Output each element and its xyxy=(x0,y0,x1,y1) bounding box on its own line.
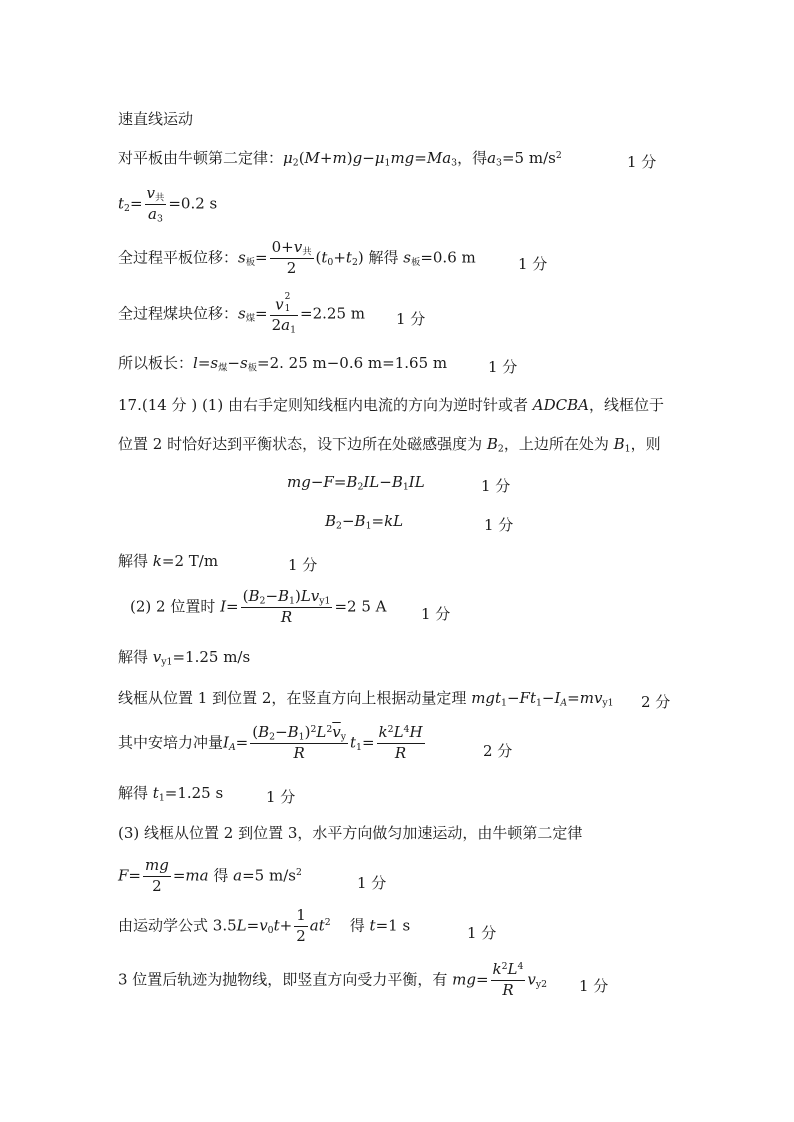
line-t1: 解得 $t_1=1.25$ s xyxy=(118,784,224,804)
score: 1 分 xyxy=(467,924,497,942)
text: =0.2 s xyxy=(168,194,218,213)
text: ，上边所在处为 xyxy=(503,435,609,453)
line-t2: $t_2=$ $\frac{v_共}{a_3}$ =0.2 s xyxy=(118,184,218,225)
score: 2 分 xyxy=(641,693,671,711)
line-plate-displacement: 全过程平板位移：$s_板=$ $\frac{0+v_共}{2}$ $(t_0+t_2)$ 解得 $s_板=0.6$ m xyxy=(118,238,476,277)
score: 1 分 xyxy=(518,255,548,273)
line-kinematics: 由运动学公式 $3.5L=v_0t+$ $\frac{1}{2}$ $at^2$ 得 t=1 s xyxy=(118,906,411,945)
text: 所以板长： xyxy=(118,354,194,372)
sub: 共 xyxy=(302,246,312,258)
line-momentum: 线框从位置 1 到位置 2，在竖直方向上根据动量定理 $mgt_1-Ft_1-I_A=mv_{y1}$ xyxy=(118,689,614,709)
text: =0.6 m xyxy=(420,248,476,267)
line-coal-displacement: 全过程煤块位移：$s_煤=$ v 2 1 $2a_1$ =2.25 m xyxy=(118,292,365,336)
text: =1.25 m/s xyxy=(172,648,251,666)
score: 2 分 xyxy=(483,742,513,760)
score: 1 分 xyxy=(357,874,387,892)
sub: 板 xyxy=(411,256,421,268)
line-equation-force: $mg-F=B_2IL-B_1IL$ xyxy=(287,473,425,493)
text: ，得 xyxy=(457,149,488,167)
score: 1 分 xyxy=(396,310,426,328)
score: 1 分 xyxy=(484,516,514,534)
text: 速直线运动 xyxy=(118,110,194,128)
line-plate-newton: 对平板由牛顿第二定律：$\mu_2(M+m)g-\mu_1mg=Ma_3$，得$a_3=5$ $m/s^2$ xyxy=(118,149,562,169)
text: 全过程煤块位移： xyxy=(118,304,239,323)
line-acceleration: F= $\frac{mg}{2}$ =ma 得 a=5 $m/s^2$ xyxy=(118,856,302,895)
text: 得 xyxy=(213,866,229,885)
score: 1 分 xyxy=(579,977,609,995)
line-q17-intro xyxy=(118,398,664,413)
line-vy1: 解得 $v_{y1}=1.25$ m/s xyxy=(118,648,251,668)
text: 解得 xyxy=(118,552,149,570)
line-parabola: 3 位置后轨迹为抛物线，即竖直方向受力平衡，有 mg= $\frac{k^2L^4}{R}$ $v_{y2}$ xyxy=(118,960,548,999)
text: =1 s xyxy=(375,916,411,935)
text: =2 5 A xyxy=(334,597,387,616)
sub: 共 xyxy=(155,192,165,204)
line-q17-position2: 位置 2 时恰好达到平衡状态，设下边所在处磁感强度为 $B_2$，上边所在处为 $B_1$，则 xyxy=(118,435,661,455)
score: 1 分 xyxy=(488,358,518,376)
text: ADCBA xyxy=(532,396,589,414)
text: (2) 2 位置时 xyxy=(130,597,216,616)
text: ，则 xyxy=(630,435,661,453)
line-equation-field: $B_2-B_1=kL$ xyxy=(325,512,404,532)
text: =2. 25 m−0.6 m=1.65 m xyxy=(257,354,448,372)
score: 1 分 xyxy=(266,788,296,806)
text: 对平板由牛顿第二定律： xyxy=(118,149,284,167)
sub: 煤 xyxy=(218,362,228,374)
text: 位置 2 时恰好达到平衡状态，设下边所在处磁感强度为 xyxy=(118,435,483,453)
text: =5 m/s xyxy=(501,149,556,167)
text: 解得 xyxy=(118,784,149,802)
text: =2 T/m xyxy=(161,552,219,570)
sub: 板 xyxy=(247,362,258,374)
text: 全过程平板位移： xyxy=(118,248,239,267)
score: 1 分 xyxy=(288,556,318,574)
text: 17.(14 分 ) (1) 由右手定则知线框内电流的方向为逆时针或者 xyxy=(118,396,528,414)
text: ，线框位于 xyxy=(588,396,664,414)
text: 其中安培力冲量 xyxy=(118,733,224,752)
score: 1 分 xyxy=(421,605,451,623)
sub: 板 xyxy=(245,256,256,268)
sub: 煤 xyxy=(245,312,256,324)
line-k-result: 解得 k=2 T/m xyxy=(118,552,219,570)
text: 解得 xyxy=(118,648,149,666)
text: 3 位置后轨迹为抛物线，即竖直方向受力平衡，有 xyxy=(118,970,448,989)
text: 解得 xyxy=(368,248,399,267)
line-impulse: 其中安培力冲量$I_A=$ $\frac{(B_2-B_1)^2L^2\overline{v}_y}{R}$ $t_1=$ $\frac{k^2L^4H}{R}$ xyxy=(118,723,423,762)
text: =5 m/s xyxy=(242,866,296,885)
score: 1 分 xyxy=(627,153,657,171)
text: 由运动学公式 xyxy=(118,916,209,935)
score: 1 分 xyxy=(481,477,511,495)
line-continuation xyxy=(118,112,193,127)
text: (3) 线框从位置 2 到位置 3，水平方向做匀加速运动，由牛顿第二定律 xyxy=(118,824,583,842)
text: =1.25 s xyxy=(164,784,224,802)
text: 得 xyxy=(349,916,365,935)
line-current: (2) 2 位置时 I= $\frac{(B_2-B_1)Lv_{y1}}{R}$ =2 5 A xyxy=(130,587,387,626)
line-part3-intro xyxy=(118,826,582,841)
text: =2.25 m xyxy=(300,304,365,323)
line-board-length: 所以板长：$l=s_煤-s_板=2$. 25 m−0.6 m=1.65 m xyxy=(118,354,448,374)
text: 线框从位置 1 到位置 2，在竖直方向上根据动量定理 xyxy=(118,689,467,707)
